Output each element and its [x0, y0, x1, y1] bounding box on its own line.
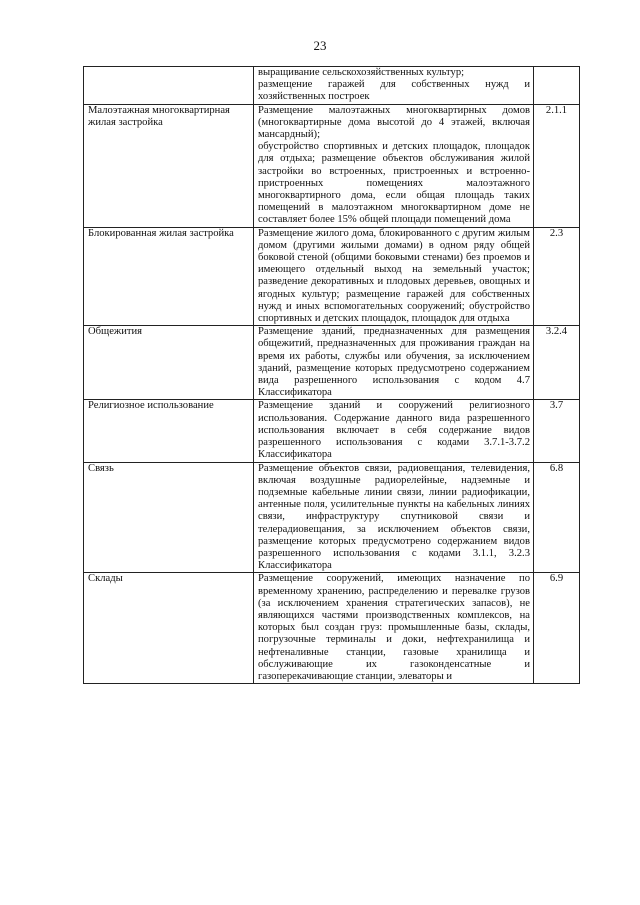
table-row — [84, 227, 580, 326]
use-type-name: Малоэтажная многоквартирная жилая застройка — [84, 104, 254, 227]
description-paragraph: размещение гаражей для собственных нужд и хозяйственных построек — [258, 79, 530, 103]
classifier-code: 3.7 — [534, 400, 580, 462]
description-paragraph: Размещение зданий и сооружений религиозного использования. Содержание данного вида разрешенного использования включает в себя содержание видов разрешенного использования с кодами 3.7.1-3.7.2 Классификатора — [258, 400, 530, 461]
table-row — [84, 573, 580, 684]
description-paragraph: Размещение сооружений, имеющих назначение по временному хранению, распределению и перевалке грузов (за исключением хранения стратегических запасов), не являющихся частями производственных комплексов, на которых был создан груз: промышленные базы, склады, погрузочные терминалы и доки, нефтехранилища и нефтеналивные станции, газовые хранилища и обслуживающие их газоконденсатные и газоперекачивающие станции, элеваторы и — [258, 573, 530, 682]
classifier-code: 3.2.4 — [534, 326, 580, 400]
use-type-description — [254, 227, 534, 326]
description-paragraph: Размещение жилого дома, блокированного с другим жилым домом (другими жилыми домами) в одном ряду общей боковой стеной (общими боковыми стенами) без проемов и имеющего отдельный выход на земельный участок; разведение декоративных и плодовых деревьев, овощных и ягодных культур; размещение гаражей для собственных нужд и иных вспомогательных сооружений; обустройство спортивных и детских площадок, площадок для отдыха — [258, 227, 530, 325]
land-use-table — [83, 66, 580, 684]
use-type-name: Связь — [84, 462, 254, 573]
description-paragraph: Размещение объектов связи, радиовещания, телевидения, включая воздушные радиорелейные, надземные и подземные кабельные линии связи, линии радиофикации, антенные поля, усилительные пункты на кабельных линиях связи, инфраструктуру спутниковой связи и телерадиовещания, за исключением объектов связи, размещение которых предусмотрено содержанием видов разрешенного использования с кодами 3.1.1, 3.2.3 Классификатора — [258, 462, 530, 572]
table-row — [84, 104, 580, 227]
use-type-name: Блокированная жилая застройка — [84, 227, 254, 326]
use-type-name: Склады — [84, 573, 254, 684]
description-paragraph: обустройство спортивных и детских площадок, площадок для отдыха; размещение объектов обслуживания жилой застройки во встроенных, пристроенных и встроенно-пристроенных помещениях малоэтажного многоквартирного дома, если общая площадь таких помещений в малоэтажном многоквартирном доме не составляет более 15% общей площади помещений дома — [258, 141, 530, 226]
use-type-description — [254, 573, 534, 684]
classifier-code: 6.9 — [534, 573, 580, 684]
description-paragraph: выращивание сельскохозяйственных культур; — [258, 67, 465, 78]
use-type-name: Религиозное использование — [84, 400, 254, 462]
classifier-code: 2.1.1 — [534, 104, 580, 227]
use-type-name: Общежития — [84, 326, 254, 400]
classifier-code: 2.3 — [534, 227, 580, 326]
table-row — [84, 67, 580, 105]
land-use-table-body — [84, 67, 580, 684]
use-type-description — [254, 104, 534, 227]
use-type-description — [254, 462, 534, 573]
use-type-description — [254, 67, 534, 105]
use-type-description — [254, 326, 534, 400]
description-paragraph: Размещение зданий, предназначенных для размещения общежитий, предназначенных для проживания граждан на время их работы, службы или обучения, за исключением зданий, размещение которых предусмотрено содержанием вида разрешенного использования с кодом 4.7 Классификатора — [258, 326, 530, 399]
use-type-name — [84, 67, 254, 105]
description-paragraph: Размещение малоэтажных многоквартирных домов (многоквартирные дома высотой до 4 этажей, включая мансардный); — [258, 104, 530, 141]
use-type-description — [254, 400, 534, 462]
page-number: 23 — [313, 38, 327, 53]
classifier-code — [534, 67, 580, 105]
table-row — [84, 400, 580, 462]
table-row — [84, 462, 580, 573]
classifier-code: 6.8 — [534, 462, 580, 573]
table-row — [84, 326, 580, 400]
